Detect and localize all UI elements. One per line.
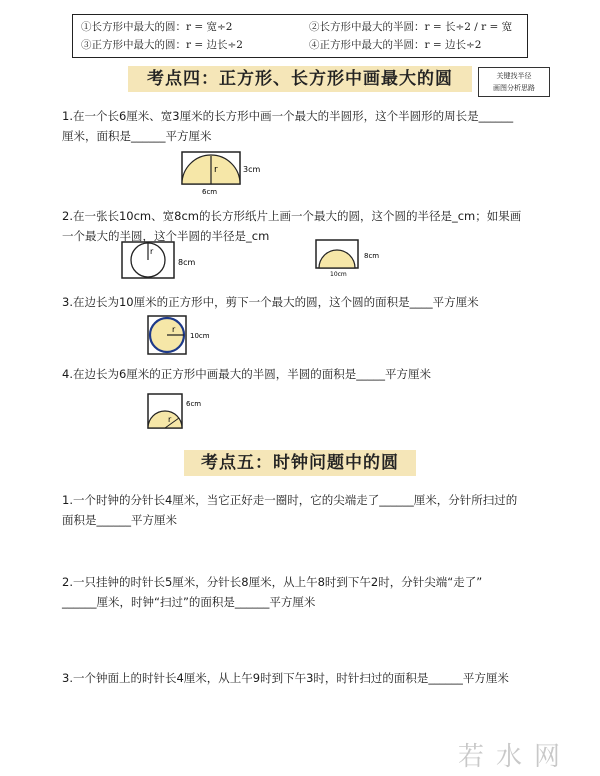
side-label: 10cm [190,332,210,340]
radius-label: r [172,325,176,334]
question-line: ______厘米，时钟“扫过”的面积是______平方厘米 [62,595,316,609]
height-label: 8cm [364,252,380,260]
side-label: 6cm [186,400,202,408]
question-line: 厘米，面积是______平方厘米 [62,129,212,143]
formula-4: ④正方形中最大的半圆：r = 边长÷2 [309,39,482,51]
question-line: 4.在边长为6厘米的正方形中画最大的半圆，半圆的面积是_____平方厘米 [62,367,432,381]
height-label: 3cm [243,165,261,174]
formula-1: ①长方形中最大的圆：r = 宽÷2 [81,21,233,33]
question-line: 1.一个时钟的分针长4厘米，当它正好走一圈时，它的尖端走了______厘米，分针所扫过的 [62,493,518,507]
key-note [478,67,550,97]
question-4-1 [62,106,562,146]
radius-label: r [150,247,154,256]
question-line: 2.在一张长10cm、宽8cm的长方形纸片上画一个最大的圆，这个圆的半径是_cm；如果画 [62,209,522,223]
figure-q4 [146,392,216,434]
figure-q1 [180,150,270,200]
question-line: 3.一个钟面上的时针长4厘米，从上午9时到下午3时，时针扫过的面积是______平方厘米 [62,671,509,685]
question-line: 2.一只挂钟的时针长5厘米，分针长8厘米，从上午8时到下午2时，分针尖端“走了” [62,575,483,589]
formula-box [72,14,528,58]
figure-q2-circle [120,240,210,282]
question-5-1 [62,490,562,530]
question-line: 3.在边长为10厘米的正方形中，剪下一个最大的圆，这个圆的面积是____平方厘米 [62,295,479,309]
key-note-line2: 画图分析思路 [493,84,535,92]
section4-title: 考点四：正方形、长方形中画最大的圆 [128,66,472,92]
section5-title: 考点五：时钟问题中的圆 [184,450,416,476]
watermark: 若水网 [458,742,573,772]
width-label: 10cm [330,271,347,278]
question-4-3 [62,292,562,312]
formula-3: ③正方形中最大的圆：r = 边长÷2 [81,39,243,51]
radius-label: r [168,415,172,424]
semicircle [319,250,355,268]
key-note-line1: 关键找半径 [496,72,532,80]
question-5-3 [62,668,562,688]
width-label: 6cm [202,188,218,196]
question-line: 面积是______平方厘米 [62,513,177,527]
question-line: 1.在一个长6厘米、宽3厘米的长方形中画一个最大的半圆形，这个半圆形的周长是______ [62,109,514,123]
figure-q2-semicircle [314,238,394,278]
figure-q3 [146,314,226,358]
formula-2: ②长方形中最大的半圆：r = 长÷2 / r = 宽 [309,21,513,33]
question-5-2 [62,572,562,612]
radius-label: r [214,165,218,175]
question-line: 一个最大的半圆，这个半圆的半径是_cm [62,229,270,243]
question-4-4 [62,364,562,384]
height-label: 8cm [178,258,196,267]
